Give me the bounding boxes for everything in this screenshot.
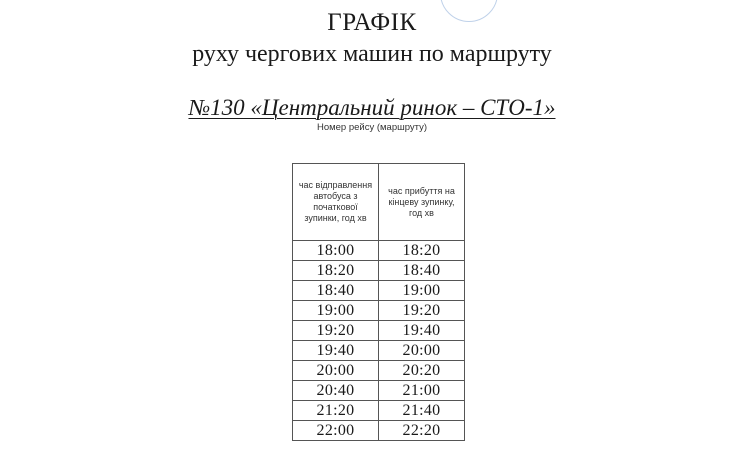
departure-time: 20:40 — [293, 381, 379, 401]
arrival-time: 21:40 — [379, 401, 465, 421]
route-caption: Номер рейсу (маршруту) — [316, 122, 428, 133]
table-row — [293, 281, 465, 301]
departure-time: 19:20 — [293, 321, 379, 341]
table-row — [293, 321, 465, 341]
arrival-time: 20:00 — [379, 341, 465, 361]
departure-time: 22:00 — [293, 421, 379, 441]
departure-time: 19:00 — [293, 301, 379, 321]
arrival-time: 20:20 — [379, 361, 465, 381]
arrival-time: 22:20 — [379, 421, 465, 441]
schedule-header-row — [293, 164, 465, 241]
departure-time: 18:40 — [293, 281, 379, 301]
departure-time: 18:20 — [293, 261, 379, 281]
arrival-time: 19:40 — [379, 321, 465, 341]
departure-time: 21:20 — [293, 401, 379, 421]
arrival-time: 21:00 — [379, 381, 465, 401]
table-row — [293, 301, 465, 321]
departure-column-header: час відправлення автобуса з початкової зупинки, год хв — [293, 164, 379, 241]
table-row — [293, 401, 465, 421]
route-heading — [0, 94, 744, 122]
document-title: ГРАФІК — [327, 9, 417, 36]
route-name: №130 «Центральний ринок – СТО-1» — [188, 95, 556, 120]
arrival-time: 18:40 — [379, 261, 465, 281]
table-row — [293, 241, 465, 261]
arrival-column-header: час прибуття на кінцеву зупинку, год хв — [379, 164, 465, 241]
table-row — [293, 361, 465, 381]
departure-time: 20:00 — [293, 361, 379, 381]
departure-time: 19:40 — [293, 341, 379, 361]
table-row — [293, 381, 465, 401]
table-row — [293, 341, 465, 361]
departure-time: 18:00 — [293, 241, 379, 261]
arrival-time: 19:00 — [379, 281, 465, 301]
arrival-time: 19:20 — [379, 301, 465, 321]
document-subtitle: руху чергових машин по маршруту — [192, 41, 552, 67]
schedule-table — [292, 163, 465, 441]
arrival-time: 18:20 — [379, 241, 465, 261]
table-row — [293, 421, 465, 441]
table-row — [293, 261, 465, 281]
